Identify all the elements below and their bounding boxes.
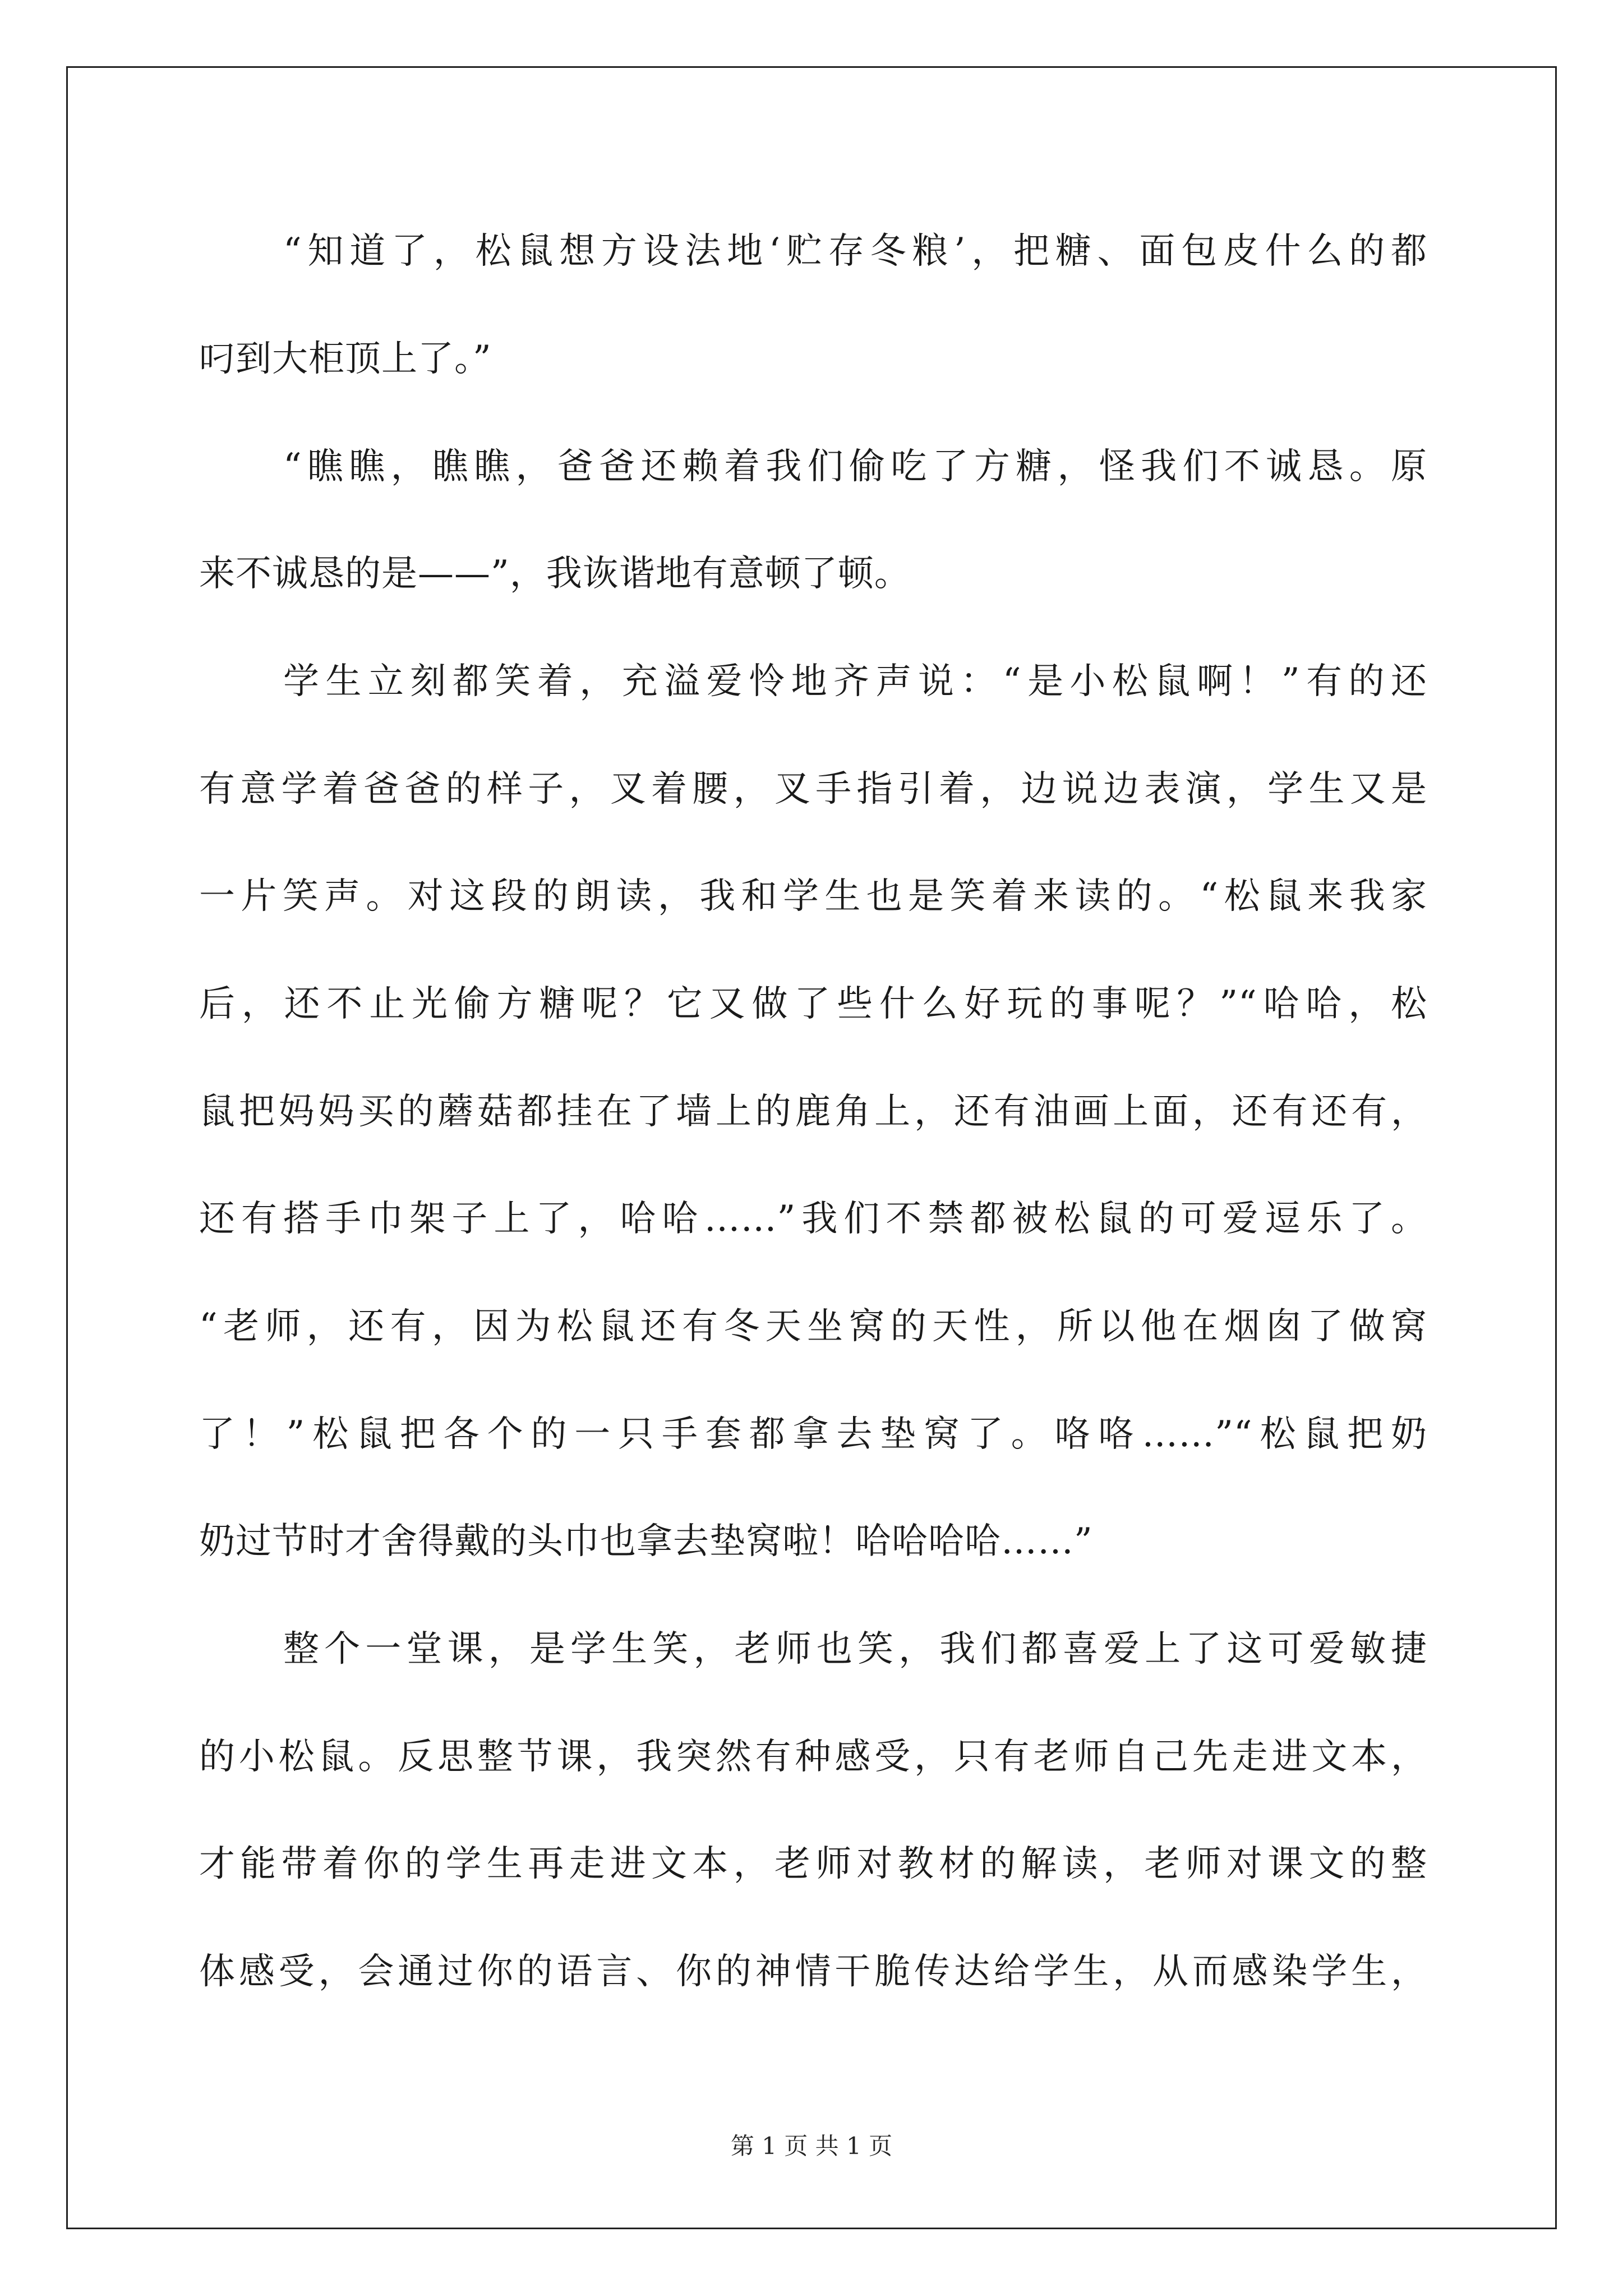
text-line-3: “瞧瞧，瞧瞧，爸爸还赖着我们偷吃了方糖，怪我们不诚恳。原 xyxy=(283,446,1427,487)
text-line-2: 叼到大柜顶上了。” xyxy=(199,338,492,380)
text-line-12: 了！”松鼠把各个的一只手套都拿去垫窝了。咯咯……”“松鼠把奶 xyxy=(199,1414,1427,1455)
text-line-9: 鼠把妈妈买的蘑菇都挂在了墙上的鹿角上，还有油画上面，还有还有， xyxy=(199,1091,1427,1133)
text-line-16: 才能带着你的学生再走进文本，老师对教材的解读，老师对课文的整 xyxy=(199,1843,1427,1885)
text-line-5: 学生立刻都笑着，充溢爱怜地齐声说：“是小松鼠啊！”有的还 xyxy=(283,661,1427,702)
text-line-15: 的小松鼠。反思整节课，我突然有种感受，只有老师自己先走进文本， xyxy=(199,1736,1427,1778)
text-line-11: “老师，还有，因为松鼠还有冬天坐窝的天性，所以他在烟囱了做窝 xyxy=(199,1306,1427,1347)
page-number-footer: 第 1 页 共 1 页 xyxy=(730,2132,893,2160)
text-line-17: 体感受，会通过你的语言、你的神情干脆传达给学生，从而感染学生， xyxy=(199,1951,1427,1993)
text-line-10: 还有搭手巾架子上了，哈哈……”我们不禁都被松鼠的可爱逗乐了。 xyxy=(199,1198,1427,1240)
text-line-1: “知道了，松鼠想方设法地‘贮存冬粮’，把糖、面包皮什么的都 xyxy=(283,231,1427,272)
text-line-8: 后，还不止光偷方糖呢？它又做了些什么好玩的事呢？”“哈哈，松 xyxy=(199,983,1427,1025)
text-line-6: 有意学着爸爸的样子，叉着腰，叉手指引着，边说边表演，学生又是 xyxy=(199,769,1427,810)
text-line-7: 一片笑声。对这段的朗读，我和学生也是笑着来读的。“松鼠来我家 xyxy=(199,876,1427,917)
text-line-14: 整个一堂课，是学生笑，老师也笑，我们都喜爱上了这可爱敏捷 xyxy=(283,1628,1427,1670)
text-line-4: 来不诚恳的是——”，我诙谐地有意顿了顿。 xyxy=(199,553,911,595)
text-line-13: 奶过节时才舍得戴的头巾也拿去垫窝啦！哈哈哈哈……” xyxy=(199,1521,1093,1562)
page-border xyxy=(66,66,1557,2229)
